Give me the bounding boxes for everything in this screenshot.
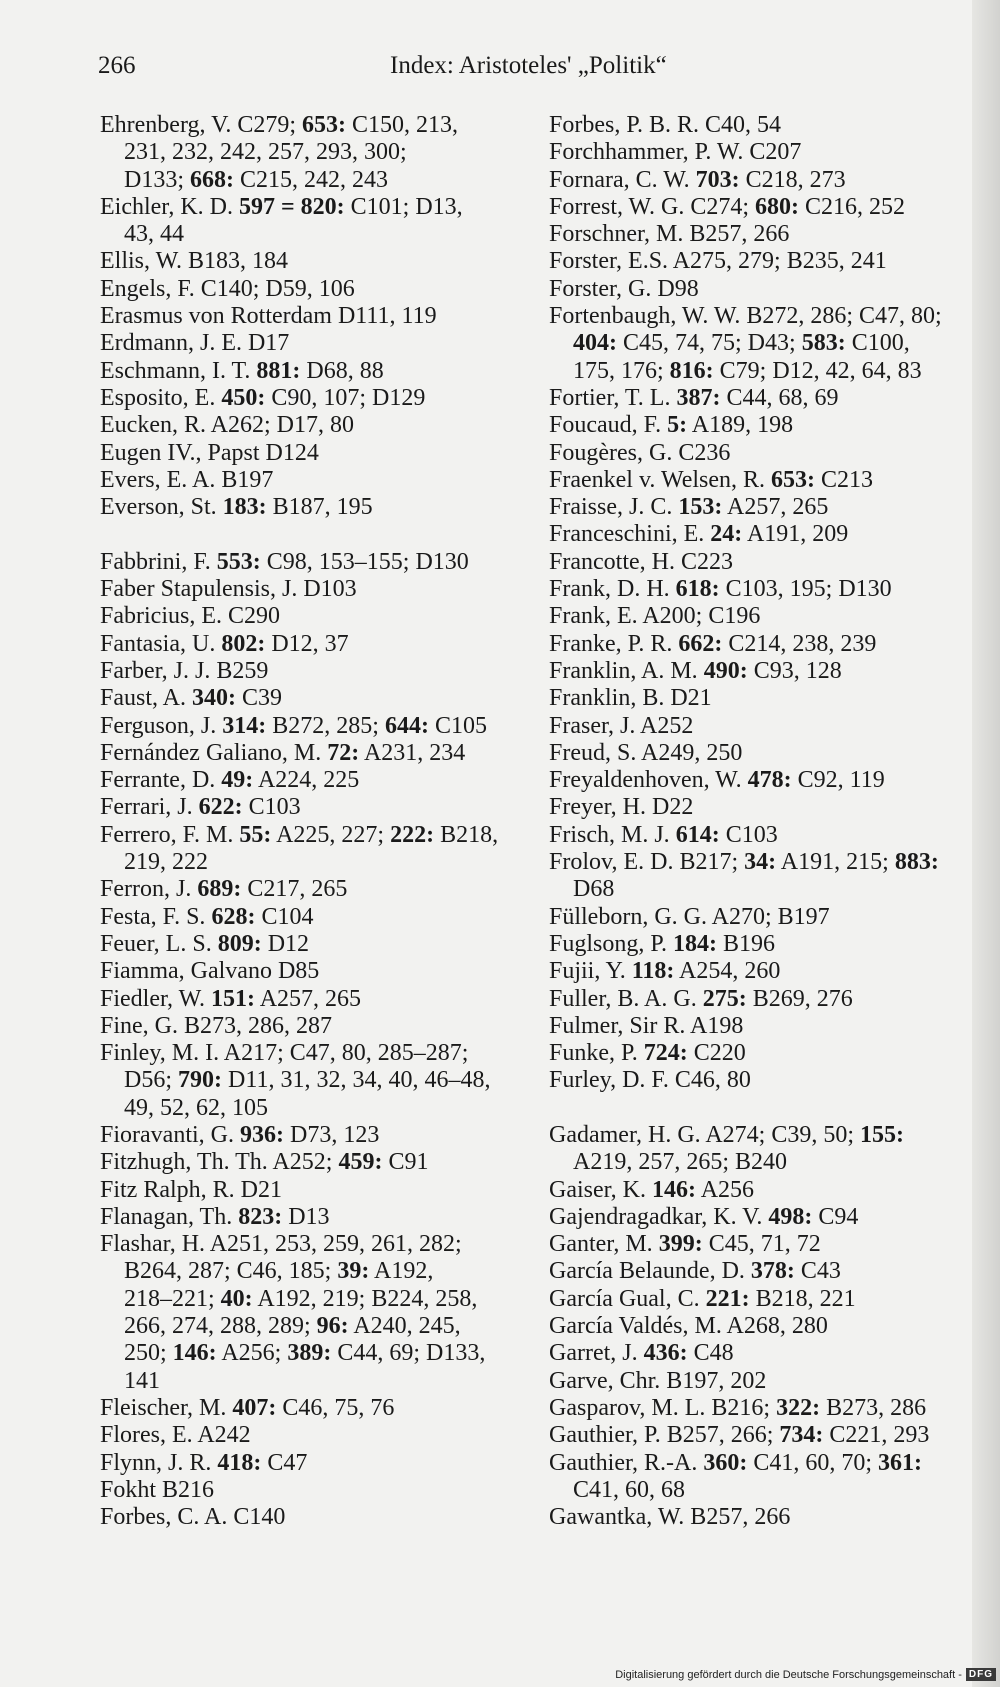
index-entry-continuation: D68 <box>573 876 615 903</box>
page-header <box>0 52 1000 92</box>
index-entry: Fernández Galiano, M. 72: A231, 234 <box>100 739 466 766</box>
index-entry: Foucaud, F. 5: A189, 198 <box>549 412 794 439</box>
index-entry: Fleischer, M. 407: C46, 75, 76 <box>100 1394 395 1421</box>
index-entry: Fulmer, Sir R. A198 <box>549 1012 744 1039</box>
index-entry: Flanagan, Th. 823: D13 <box>100 1203 330 1230</box>
index-entry: Gauthier, R.-A. 360: C41, 60, 70; 361: <box>549 1449 923 1476</box>
running-title: Index: Aristoteles' „Politik“ <box>390 52 667 79</box>
index-entry: Forster, E.S. A275, 279; B235, 241 <box>549 248 887 275</box>
index-entry-continuation: 43, 44 <box>124 221 184 248</box>
index-entry: Funke, P. 724: C220 <box>549 1040 746 1067</box>
index-entry: Ferguson, J. 314: B272, 285; 644: C105 <box>100 712 487 739</box>
index-entry: Franklin, B. D21 <box>549 685 712 712</box>
index-entry: Fokht B216 <box>100 1476 215 1503</box>
index-entry-continuation: 266, 274, 288, 289; 96: A240, 245, <box>124 1313 461 1340</box>
index-entry-continuation: 219, 222 <box>124 849 208 876</box>
index-entry: Furley, D. F. C46, 80 <box>549 1067 751 1094</box>
digitization-credit <box>615 1668 996 1681</box>
index-entry: Gajendragadkar, K. V. 498: C94 <box>549 1203 859 1230</box>
index-entry: Ehrenberg, V. C279; 653: C150, 213, <box>100 112 459 138</box>
index-entry: Fioravanti, G. 936: D73, 123 <box>100 1121 380 1148</box>
index-entry-continuation: 231, 232, 242, 257, 293, 300; <box>124 139 407 166</box>
page-edge-shadow <box>972 0 1000 1687</box>
index-entry: Faust, A. 340: C39 <box>100 685 283 712</box>
index-entry: Esposito, E. 450: C90, 107; D129 <box>100 384 426 411</box>
index-entry: Flores, E. A242 <box>100 1422 251 1449</box>
index-entry: Freud, S. A249, 250 <box>549 739 743 766</box>
index-entry: Gauthier, P. B257, 266; 734: C221, 293 <box>549 1422 930 1449</box>
index-column-left <box>100 112 518 1531</box>
index-entry-continuation: B264, 287; C46, 185; 39: A192, <box>124 1258 434 1285</box>
index-entry: Forbes, C. A. C140 <box>100 1504 286 1531</box>
index-entry: Faber Stapulensis, J. D103 <box>100 576 357 603</box>
index-entry: Franceschini, E. 24: A191, 209 <box>549 521 849 548</box>
index-entry: Farber, J. J. B259 <box>100 657 269 684</box>
index-entry: Erdmann, J. E. D17 <box>100 330 290 357</box>
letter-section-gap <box>100 521 518 548</box>
index-entry-continuation: 175, 176; 816: C79; D12, 42, 64, 83 <box>573 357 922 384</box>
index-entry: Eschmann, I. T. 881: D68, 88 <box>100 357 384 384</box>
index-entry: Freyer, H. D22 <box>549 794 694 821</box>
index-entry-continuation: 218–221; 40: A192, 219; B224, 258, <box>124 1285 478 1312</box>
index-entry: Evers, E. A. B197 <box>100 466 274 493</box>
dfg-logo: DFG <box>966 1668 996 1681</box>
letter-section-gap <box>549 1095 949 1122</box>
index-entry: Frank, E. A200; C196 <box>549 603 761 630</box>
index-entry: Gadamer, H. G. A274; C39, 50; 155: <box>549 1121 905 1148</box>
index-entry: Garve, Chr. B197, 202 <box>549 1367 767 1394</box>
index-entry: Ferrari, J. 622: C103 <box>100 794 301 821</box>
index-entry: Fitzhugh, Th. Th. A252; 459: C91 <box>100 1149 429 1176</box>
index-entry: García Valdés, M. A268, 280 <box>549 1313 828 1340</box>
index-entry: Forrest, W. G. C274; 680: C216, 252 <box>549 193 906 220</box>
index-entry: Fougères, G. C236 <box>549 439 731 466</box>
index-entry: Eucken, R. A262; D17, 80 <box>100 412 354 439</box>
index-entry: Francotte, H. C223 <box>549 548 733 575</box>
index-entry: Fiamma, Galvano D85 <box>100 958 320 985</box>
index-entry: Fine, G. B273, 286, 287 <box>100 1012 333 1039</box>
index-entry-continuation: 250; 146: A256; 389: C44, 69; D133, <box>124 1340 486 1367</box>
index-entry: Garret, J. 436: C48 <box>549 1340 734 1367</box>
index-entry: Fortier, T. L. 387: C44, 68, 69 <box>549 384 839 411</box>
index-entry: Festa, F. S. 628: C104 <box>100 903 314 930</box>
index-entry: Frolov, E. D. B217; 34: A191, 215; 883: <box>549 849 939 876</box>
index-entry: Franke, P. R. 662: C214, 238, 239 <box>549 630 877 657</box>
index-entry: García Gual, C. 221: B218, 221 <box>549 1285 856 1312</box>
index-entry: Fiedler, W. 151: A257, 265 <box>100 985 362 1012</box>
index-entry: Ferron, J. 689: C217, 265 <box>100 876 348 903</box>
index-entry: Gaiser, K. 146: A256 <box>549 1176 755 1203</box>
index-entry: Fantasia, U. 802: D12, 37 <box>100 630 349 657</box>
index-entry: Eugen IV., Papst D124 <box>100 439 319 466</box>
index-entry: Fraser, J. A252 <box>549 712 694 739</box>
index-entry: Forbes, P. B. R. C40, 54 <box>549 112 782 138</box>
credit-text: Digitalisierung gefördert durch die Deutsche Forschungsgemeinschaft - <box>615 1668 962 1681</box>
index-entry-continuation: 141 <box>124 1367 160 1394</box>
index-entry: Feuer, L. S. 809: D12 <box>100 930 310 957</box>
index-entry: Fülleborn, G. G. A270; B197 <box>549 903 830 930</box>
index-entry: Gasparov, M. L. B216; 322: B273, 286 <box>549 1394 927 1421</box>
index-entry: Frisch, M. J. 614: C103 <box>549 821 778 848</box>
index-entry: Fornara, C. W. 703: C218, 273 <box>549 166 846 193</box>
index-entry: Everson, St. 183: B187, 195 <box>100 494 373 521</box>
index-entry: Fitz Ralph, R. D21 <box>100 1176 283 1203</box>
index-entry: Flashar, H. A251, 253, 259, 261, 282; <box>100 1231 462 1258</box>
index-entry-continuation: D56; 790: D11, 31, 32, 34, 40, 46–48, <box>124 1067 491 1094</box>
index-entry: Forster, G. D98 <box>549 275 699 302</box>
index-entry: Fraisse, J. C. 153: A257, 265 <box>549 494 829 521</box>
index-entry: Fuglsong, P. 184: B196 <box>549 930 776 957</box>
index-entry: Franklin, A. M. 490: C93, 128 <box>549 657 842 684</box>
index-entry: Forchhammer, P. W. C207 <box>549 139 802 166</box>
index-entry: Eichler, K. D. 597 = 820: C101; D13, <box>100 193 463 220</box>
index-entry-continuation: 49, 52, 62, 105 <box>124 1094 268 1121</box>
index-entry-continuation: C41, 60, 68 <box>573 1476 686 1503</box>
index-entry: Forschner, M. B257, 266 <box>549 221 790 248</box>
index-entry: Gawantka, W. B257, 266 <box>549 1504 791 1531</box>
index-entry: Ferrero, F. M. 55: A225, 227; 222: B218, <box>100 821 499 848</box>
index-entry: Frank, D. H. 618: C103, 195; D130 <box>549 576 892 603</box>
index-entry: Ferrante, D. 49: A224, 225 <box>100 767 360 794</box>
index-entry: Finley, M. I. A217; C47, 80, 285–287; <box>100 1040 469 1067</box>
index-entry: Fujii, Y. 118: A254, 260 <box>549 958 781 985</box>
index-entry: Fabricius, E. C290 <box>100 603 280 630</box>
index-entry: Engels, F. C140; D59, 106 <box>100 275 355 302</box>
index-entry: Fraenkel v. Welsen, R. 653: C213 <box>549 466 874 493</box>
index-entry: Freyaldenhoven, W. 478: C92, 119 <box>549 767 885 794</box>
index-entry-continuation: A219, 257, 265; B240 <box>573 1149 788 1176</box>
index-entry: Ganter, M. 399: C45, 71, 72 <box>549 1231 821 1258</box>
index-entry: Ellis, W. B183, 184 <box>100 248 289 275</box>
index-entry: Fortenbaugh, W. W. B272, 286; C47, 80; <box>549 303 942 330</box>
index-entry: Erasmus von Rotterdam D111, 119 <box>100 303 437 330</box>
page-number: 266 <box>98 52 136 79</box>
index-entry-continuation: 404: C45, 74, 75; D43; 583: C100, <box>573 330 910 357</box>
index-entry: Flynn, J. R. 418: C47 <box>100 1449 308 1476</box>
index-entry: Fuller, B. A. G. 275: B269, 276 <box>549 985 853 1012</box>
index-entry: Fabbrini, F. 553: C98, 153–155; D130 <box>100 548 469 575</box>
index-entry-continuation: D133; 668: C215, 242, 243 <box>124 166 389 193</box>
index-entry: García Belaunde, D. 378: C43 <box>549 1258 841 1285</box>
index-column-right <box>549 112 949 1531</box>
